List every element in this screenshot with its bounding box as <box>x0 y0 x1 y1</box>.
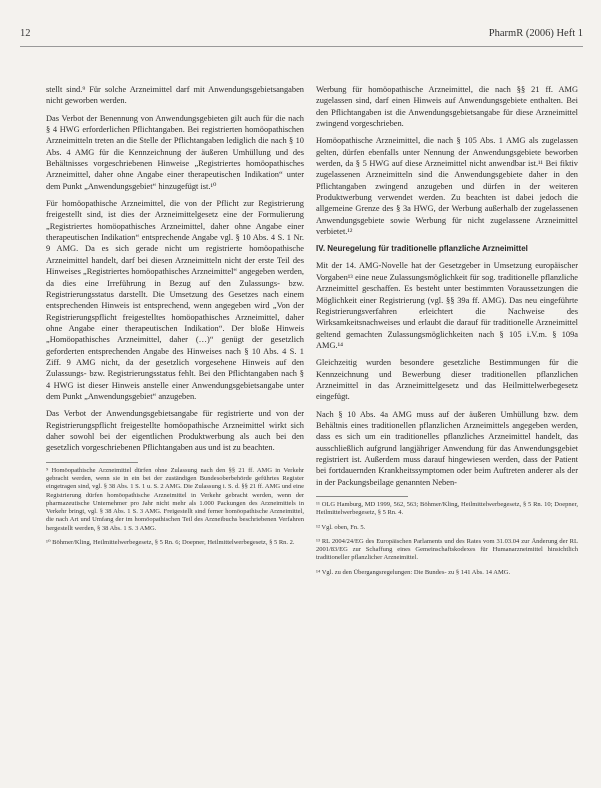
page-number: 12 <box>20 28 31 39</box>
footnote: ¹¹ OLG Hamburg, MD 1999, 562, 563; Böhmer/Kling, Heilmittelwerbegesetz, § 5 Rn. 10; Doepner, Heilmittelwerbegesetz, § 5 Rn. 4. <box>316 501 578 517</box>
footnote: ¹⁰ Böhmer/Kling, Heilmittelwerbegesetz, § 5 Rn. 6; Doepner, Heilmittelwerbegesetz, § 5 Rn. 2. <box>46 539 295 547</box>
footnote: ¹³ RL 2004/24/EG des Europäischen Parlaments und des Rates vom 31.03.04 zur Änderung der RL 2001/83/EG zur Schaffung eines Gemeinschaftskodexes für Humanarzneimittel hinsichtlich traditioneller pflanzlicher Arzneimittel. <box>316 537 578 562</box>
footnote-rule <box>316 496 408 497</box>
footnote: ⁹ Homöopathische Arzneimittel dürfen ohne Zulassung nach den §§ 21 ff. AMG in Verkehr gebracht werden, wenn sie in ein bei der zuständigen Bundesoberbehörde geführtes Register eingetragen sind, vgl. § 38 Abs. 1 S. 1 u. S. 2 AMG. Die Zulassung i. S. d. §§ 21 ff. AMG und eine Registrierung dürfen homöopathische Arzneimittel in Verkehr gebracht werden, wenn der pharmazeutische Unternehmer pro Jahr nicht mehr als 1.000 Packungen des Arzneimittels in Verkehr bringt, vgl. § 38 Abs. 1 S. 3 AMG. Freigestellt sind ferner homöopathische Arzneimittel, die nach Art und Umfang der im homöopathischen Teil des Arzneibuchs beschriebenen Verfahren hergestellt werden, § 38 Abs. 1 S. 3 AMG. <box>46 466 304 532</box>
right-column <box>316 84 578 583</box>
body-paragraph: Das Verbot der Benennung von Anwendungsgebieten gilt auch für die nach § 4 HWG erforderlichen Pflichtangaben. Bei registrierten homöopathischen Arzneimitteln treten an die Stelle der Pflichtangaben lediglich die nach § 10 Abs. 4 AMG für die Kennzeichnung der äußeren Umhüllung und des Behältnisses vorgeschriebenen Hinweise „Registriertes homöopathisches Arzneimittel, daher ohne Angabe einer therapeutischen Indikation“ unter dem Punkt „Anwendungsgebiet“ hinzugefügt ist.¹⁰ <box>46 113 304 191</box>
section-heading: IV. Neuregelung für traditionelle pflanzliche Arzneimittel <box>316 244 528 254</box>
body-paragraph: Gleichzeitig wurden besondere gesetzliche Bestimmungen für die Kennzeichnung und Bewerbung dieser traditionellen pflanzlichen Arzneimittel in das Arzneimittelgesetz und das Heilmittelwerbegesetz eingefügt. <box>316 358 578 402</box>
page-header <box>20 28 583 42</box>
body-paragraph: Das Verbot der Anwendungsgebietsangabe für registrierte und von der Registrierungspflicht freigestellte homöopathische Arzneimittel wirkt sich daher sowohl bei der eigentlichen Produktwerbung als auch bei den gesetzlich vorgeschriebenen Pflichtangaben aus und ist zu beachten. <box>46 409 304 453</box>
body-paragraph: Nach § 10 Abs. 4a AMG muss auf der äußeren Umhüllung bzw. dem Behältnis eines traditionellen pflanzlichen Arzneimittels angegeben werden, dass es sich um ein traditionelles pflanzliches Arzneimittel handelt, das ausschließlich aufgrund langjähriger Anwendung für das Anwendungsgebiet registriert ist. Außerdem muss darauf hingewiesen werden, dass der Patient bei fortdauernden Krankheitssymptomen oder beim Auftreten anderer als der in der Packungsbeilage genannten Neben- <box>316 409 578 487</box>
footnote: ¹⁴ Vgl. zu den Übergangsregelungen: Die Bundes- zu § 141 Abs. 14 AMG. <box>316 568 511 576</box>
journal-citation: PharmR (2006) Heft 1 <box>488 28 583 39</box>
body-paragraph: Homöopathische Arzneimittel, die nach § 105 Abs. 1 AMG als zugelassen gelten, dürfen ebenfalls unter Nennung der Anwendungsgebiete beworben werden, da § 5 HWG auf diese Arzneimittel nicht anwendbar ist.¹¹ Bei fiktiv zugelassenen Arzneimitteln sind die Anwendungsgebiete daher in den Pflichtangaben zwingend anzugeben und dürfen in der weiteren Produktwerbung verwendet werden. Zu beachten ist dabei jedoch die allgemeine Grenze des § 3a HWG, der Werbung außerhalb der zugelassenen Anwendungsgebiete sowie Werbung für nicht zugelassene Arzneimittel verbietet.¹² <box>316 136 578 237</box>
header-rule <box>20 46 583 47</box>
body-paragraph: Mit der 14. AMG-Novelle hat der Gesetzgeber in Umsetzung europäischer Vorgaben¹³ eine neue Zulassungsmöglichkeit für sog. traditionelle pflanzliche Arzneimittel geschaffen. Es besteht unter bestimmten Voraussetzungen die Möglichkeit einer Registrierung (vgl. §§ 39a ff. AMG). Das neu eingeführte Registrierungsverfahren erleichtert die Nachweise des Wirksamkeitsnachweises und erlaubt die darauf für traditionelle Arzneimittel geltend gemachten Zulassungsmöglichkeiten nach § 105 i.V.m. § 109a AMG.¹⁴ <box>316 261 578 350</box>
body-paragraph: Werbung für homöopathische Arzneimittel, die nach §§ 21 ff. AMG zugelassen sind, darf einen Hinweis auf Anwendungsgebiete enthalten. Bei den Pflichtangaben ist die Anwendungsgebietsangabe für diese Arzneimittel zwingend vorgeschrieben. <box>316 85 578 129</box>
body-paragraph: stellt sind.⁹ Für solche Arzneimittel darf mit Anwendungsgebietsangaben nicht geworben werden. <box>46 85 304 106</box>
body-paragraph: Für homöopathische Arzneimittel, die von der Pflicht zur Registrierung freigestellt sind, ist dies der Arzneimittelgesetz eine der Formulierung „Registriertes homöopathisches Arzneimittel, daher ohne Angabe einer therapeutischen Indikation“ entsprechende Angabe vgl. § 10 Abs. 4 S. 1 Nr. 9 AMG. Da es sich gerade nicht um registrierte homöopathische Arzneimittel handelt, darf bei diesen Arzneimitteln nicht der erste Teil des Hinweises „Registriertes homöopathisches Arzneimittel“ angegeben werden, da dies eine Irreführung in Bezug auf den Zulassungs- bzw. Registrierungsstatus darstellt. Die Umsetzung des Gesetzes nach einem entsprechenden Hinweis ist entsprechend, wenn angegeben wird „Von der Registrierungspflicht freigestelltes homöopathisches Arzneimittel, daher ohne Angabe einer therapeutischen Indikation“. Der bloße Hinweis „Homöopathisches Arzneimittel, daher (…)“ genügt der gesetzlich geforderten entsprechenden Angabe des Hinweises nach § 10 Abs. 4 S. 1 Ziff. 9 AMG nicht, da der gesetzlich vorgesehene Hinweis auf den Zulassungs- bzw. Registrierungsstatus fehlt. Bei den Pflichtangaben nach § 4 HWG ist dieser Hinweis anstelle einer Anwendungsgebietsangabe unter dem Punkt „Anwendungsgebiet“ anzugeben. <box>46 199 304 401</box>
footnote: ¹² Vgl. oben, Fn. 5. <box>316 523 366 531</box>
left-column <box>46 84 304 553</box>
footnote-rule <box>46 462 138 463</box>
